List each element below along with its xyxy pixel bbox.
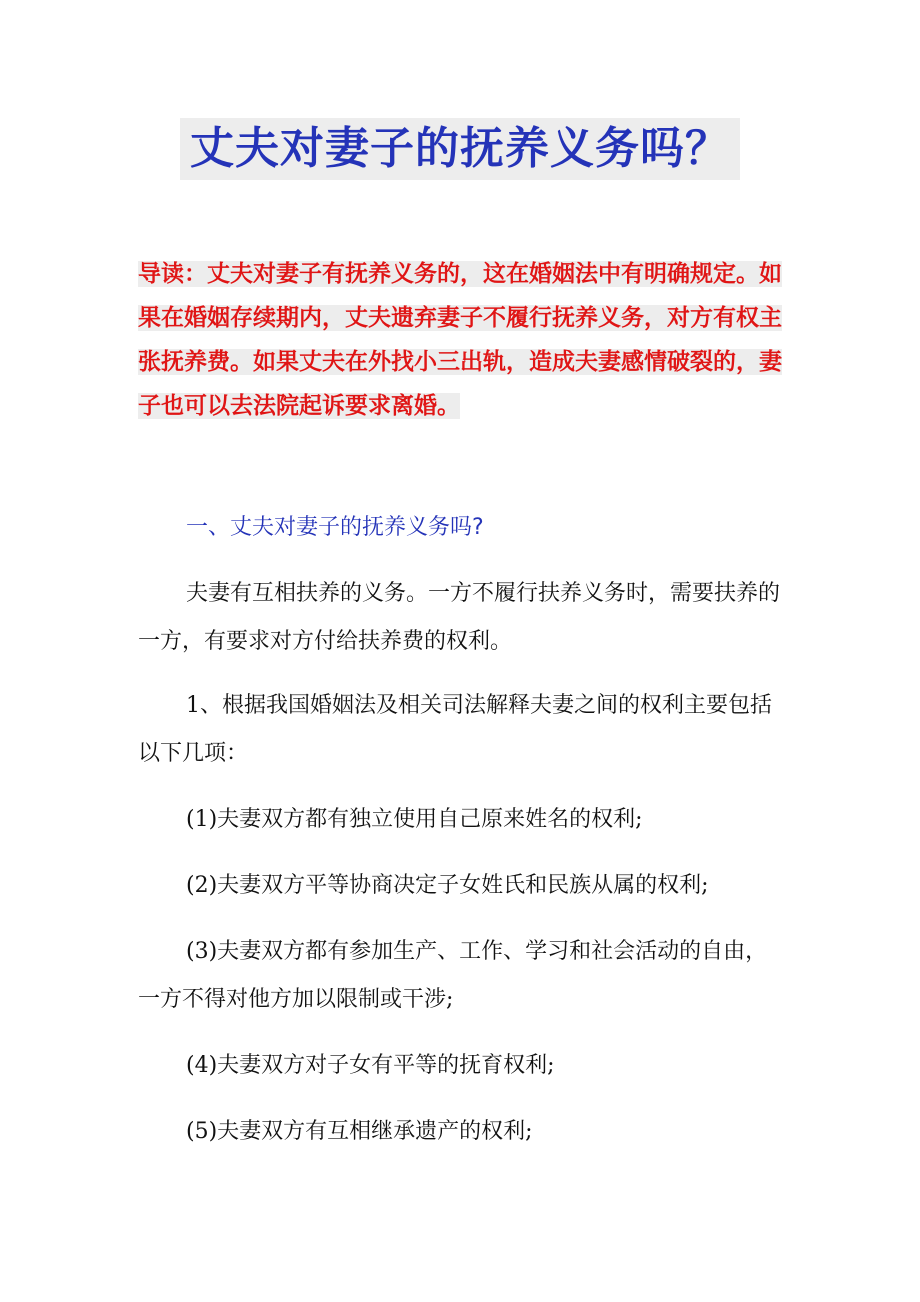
paragraph-support-duty: 夫妻有互相扶养的义务。一方不履行扶养义务时，需要扶养的一方，有要求对方付给扶养费的权利。 — [138, 581, 781, 654]
lead-paragraph — [138, 252, 784, 428]
paragraph-rights-intro: 1、根据我国婚姻法及相关司法解释夫妻之间的权利主要包括以下几项： — [138, 693, 772, 766]
list-item-rights-1: (1)夫妻双方都有独立使用自己原来姓名的权利; — [186, 807, 643, 832]
list-item-rights-5: (5)夫妻双方有互相继承遗产的权利; — [186, 1119, 533, 1144]
section-heading: 一、丈夫对妻子的抚养义务吗? — [186, 515, 484, 540]
document-title: 丈夫对妻子的抚养义务吗？ — [180, 118, 740, 180]
list-item-rights-3: (3)夫妻双方都有参加生产、工作、学习和社会活动的自由，一方不得对他方加以限制或干涉; — [138, 939, 768, 1012]
lead-text: 导读：丈夫对妻子有抚养义务的，这在婚姻法中有明确规定。如果在婚姻存续期内，丈夫遗弃妻子不履行抚养义务，对方有权主张抚养费。如果丈夫在外找小三出轨，造成夫妻感情破裂的，妻子也可以去法院起诉要求离婚。 — [138, 261, 782, 419]
list-item-rights-2: (2)夫妻双方平等协商决定子女姓氏和民族从属的权利; — [186, 873, 709, 898]
title-container — [0, 118, 920, 180]
list-item-rights-4: (4)夫妻双方对子女有平等的抚育权利; — [186, 1053, 555, 1078]
